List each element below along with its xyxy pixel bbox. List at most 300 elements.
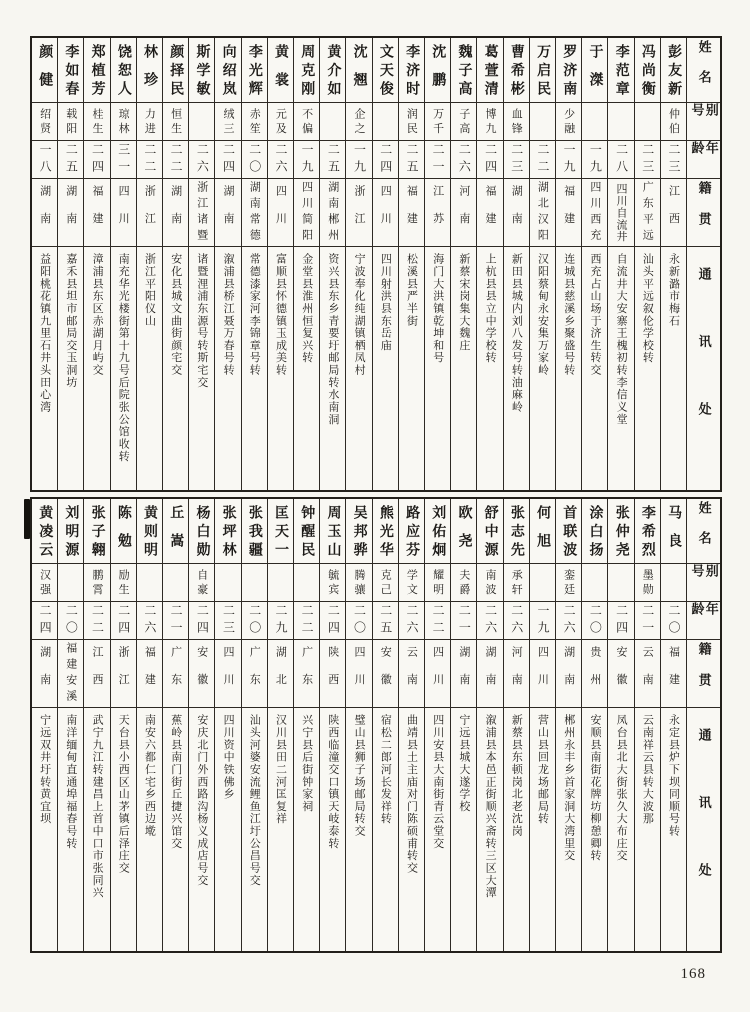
person-address-cell (556, 246, 581, 490)
person-name-cell (635, 38, 660, 102)
person-name-cell (268, 38, 293, 102)
person-alias-cell (582, 102, 607, 140)
person-origin: 福建 (484, 185, 497, 240)
person-origin-cell (661, 639, 686, 707)
person-age-cell (608, 140, 633, 178)
person-name-cell (320, 38, 345, 102)
person-address-cell (189, 707, 214, 951)
person-origin: 河南 (510, 646, 523, 701)
person-address-cell (556, 707, 581, 951)
person-alias: 不偏 (300, 108, 313, 137)
person-origin: 陕西 (326, 646, 339, 701)
person-column (319, 38, 345, 490)
person-age: 二二 (535, 142, 550, 177)
person-age: 二四 (195, 603, 210, 638)
person-name: 黄则明 (142, 505, 158, 561)
person-address-cell (58, 246, 83, 490)
person-origin-cell (320, 178, 345, 246)
person-alias-cell (268, 563, 293, 601)
person-name-cell (451, 38, 476, 102)
person-age: 二六 (457, 142, 472, 177)
person-name-cell (189, 38, 214, 102)
person-age: 二四 (483, 142, 498, 177)
row-label-text: 通讯处 (696, 728, 712, 931)
person-age: 二六 (142, 603, 157, 638)
person-age-cell (163, 140, 188, 178)
scan-artifact (24, 499, 30, 539)
person-column (241, 38, 267, 490)
person-address-cell (242, 707, 267, 951)
person-age: 二三 (666, 142, 681, 177)
row-label-text: 籍贯 (696, 181, 712, 244)
person-age-cell (661, 140, 686, 178)
person-age: 二〇 (588, 603, 603, 638)
person-column (660, 499, 686, 951)
person-age-cell (137, 140, 162, 178)
person-age-cell (477, 601, 502, 639)
person-column (529, 499, 555, 951)
person-column (57, 38, 83, 490)
person-age-cell (111, 601, 136, 639)
person-address: 宁波奉化纯湖镇栖凤村 (353, 253, 366, 377)
person-origin-cell (137, 639, 162, 707)
person-alias-cell (425, 102, 450, 140)
person-address: 南洋缅甸直通埠福春号转 (64, 714, 77, 850)
person-origin: 湖南常德 (248, 180, 261, 245)
person-age-cell (451, 601, 476, 639)
person-name: 黄介如 (325, 44, 341, 100)
person-address-cell (425, 246, 450, 490)
person-name: 林珍 (142, 44, 158, 100)
person-age: 二九 (273, 603, 288, 638)
person-address: 浙江平阳仪山 (143, 253, 156, 327)
person-age-cell (215, 140, 240, 178)
person-age: 二六 (509, 603, 524, 638)
person-origin-cell (111, 639, 136, 707)
person-origin-cell (451, 639, 476, 707)
person-alias-cell (84, 563, 109, 601)
person-name-cell (425, 38, 450, 102)
person-alias-cell (477, 563, 502, 601)
registry-table-bottom (30, 497, 722, 953)
person-name-cell (320, 499, 345, 563)
person-alias-cell (451, 102, 476, 140)
person-column (450, 499, 476, 951)
person-alias: 墨勋 (641, 569, 654, 598)
person-address-cell (58, 707, 83, 951)
person-alias-cell (530, 563, 555, 601)
person-age-cell (346, 601, 371, 639)
person-address: 金堂县淮州恒复兴转 (300, 253, 313, 364)
person-address: 安庆北门外西路沟杨义成店号交 (195, 714, 208, 887)
person-name-cell (399, 38, 424, 102)
person-column (555, 38, 581, 490)
person-age: 二〇 (352, 603, 367, 638)
person-age-cell (582, 140, 607, 178)
person-name-cell (661, 38, 686, 102)
person-alias-cell (242, 102, 267, 140)
person-name-cell (504, 38, 529, 102)
person-origin-cell (111, 178, 136, 246)
person-name: 文天俊 (377, 44, 393, 100)
person-age-cell (242, 140, 267, 178)
person-name: 李如春 (63, 44, 79, 100)
person-alias-cell (399, 563, 424, 601)
person-name: 涂白扬 (587, 505, 603, 561)
person-address: 南充华光楼街第十九号后院张公馆收转 (117, 253, 130, 463)
person-age: 二三 (509, 142, 524, 177)
person-age: 一九 (300, 142, 315, 177)
person-alias-cell (530, 102, 555, 140)
person-name-cell (608, 38, 633, 102)
person-column (214, 38, 240, 490)
person-name: 钟醒民 (299, 505, 315, 561)
person-address: 宿松二郎河长发祥转 (379, 714, 392, 825)
person-address-cell (32, 707, 57, 951)
person-address-cell (477, 246, 502, 490)
person-name-cell (242, 499, 267, 563)
person-address: 汉阳蔡甸永安集万家岭 (536, 253, 549, 377)
person-origin: 云南 (641, 646, 654, 701)
person-age-cell (661, 601, 686, 639)
person-age-cell (320, 601, 345, 639)
person-age-cell (58, 601, 83, 639)
person-address: 新蔡宋岗集大魏庄 (457, 253, 470, 352)
person-address-cell (346, 707, 371, 951)
person-alias: 克己 (379, 569, 392, 598)
person-address: 安化县城文曲街颜宅交 (169, 253, 182, 377)
person-address: 汉川县田二河匡复祥 (274, 714, 287, 825)
person-name-cell (84, 38, 109, 102)
person-name-cell (399, 499, 424, 563)
person-address: 兴宁县后街钟家祠 (300, 714, 313, 813)
person-column (529, 38, 555, 490)
person-alias: 銮廷 (562, 569, 575, 598)
person-origin-cell (556, 178, 581, 246)
person-age-cell (451, 140, 476, 178)
person-name: 黄裳 (273, 44, 289, 100)
person-origin-cell (582, 639, 607, 707)
person-origin: 四川 (353, 646, 365, 701)
person-origin: 四川 (274, 185, 287, 240)
person-address-cell (320, 246, 345, 490)
row-label-text: 别号 (689, 564, 719, 584)
person-address: 武宁九江转建昌上首中口市张同兴 (91, 714, 104, 899)
person-origin: 广东 (169, 646, 182, 701)
person-name: 饶恕人 (115, 44, 131, 100)
person-address-cell (451, 707, 476, 951)
person-age: 二五 (404, 142, 419, 177)
person-column (503, 38, 529, 490)
person-age-cell (163, 601, 188, 639)
person-address: 营山县回龙场邮局转 (536, 714, 549, 825)
person-age: 一九 (352, 142, 367, 177)
person-origin: 四川简阳 (300, 180, 313, 245)
person-alias-cell (504, 102, 529, 140)
row-label-alias (687, 563, 720, 601)
person-age: 二〇 (247, 603, 262, 638)
person-origin-cell (32, 639, 57, 707)
person-name-cell (137, 499, 162, 563)
person-column (424, 38, 450, 490)
person-age: 二二 (142, 142, 157, 177)
person-column (110, 499, 136, 951)
person-origin: 云南 (405, 646, 418, 701)
person-column (372, 499, 398, 951)
person-origin: 福建 (405, 185, 418, 240)
person-age-cell (608, 601, 633, 639)
person-origin-cell (163, 639, 188, 707)
person-alias: 载阳 (64, 108, 77, 137)
person-column (607, 499, 633, 951)
person-address: 溆浦县本邑正街顺兴斋转三区大潭 (484, 714, 497, 899)
person-alias-cell (163, 563, 188, 601)
person-column (660, 38, 686, 490)
person-origin: 湖南 (38, 185, 51, 240)
person-name-cell (58, 38, 83, 102)
person-name-cell (163, 38, 188, 102)
person-address-cell (215, 246, 240, 490)
person-address-cell (84, 707, 109, 951)
person-origin: 湖南 (510, 185, 523, 240)
person-origin-cell (477, 178, 502, 246)
person-name: 魏子高 (456, 44, 472, 100)
person-name-cell (242, 38, 267, 102)
person-origin-cell (58, 639, 83, 707)
person-name-cell (530, 499, 555, 563)
person-address: 璧山县狮子场邮局转交 (353, 714, 366, 838)
person-address-cell (242, 246, 267, 490)
person-origin-cell (399, 639, 424, 707)
person-column (581, 499, 607, 951)
person-age-cell (268, 140, 293, 178)
person-age-cell (556, 601, 581, 639)
person-column (503, 499, 529, 951)
person-alias-cell (582, 563, 607, 601)
person-name-cell (373, 499, 398, 563)
person-address: 资兴县东乡青要圩邮局转水南洞 (326, 253, 339, 426)
person-address-cell (163, 707, 188, 951)
person-column (634, 38, 660, 490)
row-label-address (687, 246, 720, 490)
person-age: 一九 (535, 603, 550, 638)
person-column (293, 499, 319, 951)
person-origin: 浙江 (117, 646, 130, 701)
person-origin: 浙江 (353, 185, 365, 240)
person-alias-cell (661, 563, 686, 601)
person-alias-cell (399, 102, 424, 140)
person-name-cell (504, 499, 529, 563)
person-origin: 广东 (248, 646, 261, 701)
person-age-cell (635, 601, 660, 639)
person-alias: 仲伯 (667, 108, 680, 137)
person-address: 连城县慈溪乡聚盛号转 (562, 253, 575, 377)
person-alias: 恒生 (169, 108, 182, 137)
person-name-cell (582, 499, 607, 563)
person-origin-cell (399, 178, 424, 246)
person-alias-cell (451, 563, 476, 601)
person-name-cell (635, 499, 660, 563)
person-origin-cell (294, 639, 319, 707)
person-origin-cell (425, 178, 450, 246)
person-origin-cell (556, 639, 581, 707)
person-alias-cell (504, 563, 529, 601)
person-name-cell (477, 38, 502, 102)
person-address: 宁远双井圩转黄宜坝 (38, 714, 51, 825)
person-name-cell (425, 499, 450, 563)
person-name: 欧尧 (456, 505, 472, 561)
person-origin-cell (320, 639, 345, 707)
person-origin: 四川 (221, 646, 234, 701)
person-origin-cell (268, 639, 293, 707)
person-name: 冯尚衡 (639, 44, 655, 100)
person-alias-cell (189, 563, 214, 601)
person-address-cell (346, 246, 371, 490)
person-name-cell (111, 499, 136, 563)
person-alias-cell (346, 563, 371, 601)
person-column (607, 38, 633, 490)
person-origin: 湖北汉阳 (536, 180, 549, 245)
person-origin: 广东 (300, 646, 313, 701)
person-address: 松溪县严半街 (405, 253, 418, 327)
person-address: 四川射洪县东岳庙 (379, 253, 392, 352)
person-origin: 湖南 (484, 646, 497, 701)
person-column (162, 38, 188, 490)
person-origin: 湖南 (64, 185, 77, 240)
person-address: 安顺县南街花牌坊柳憩卿转 (588, 714, 601, 862)
person-age: 二二 (300, 603, 315, 638)
person-age: 二一 (169, 603, 184, 638)
row-label-origin (687, 639, 720, 707)
person-age: 二一 (640, 603, 655, 638)
person-name: 周玉山 (325, 505, 341, 561)
person-alias-cell (346, 102, 371, 140)
person-address-cell (530, 707, 555, 951)
person-origin-cell (215, 639, 240, 707)
person-alias-cell (58, 102, 83, 140)
person-column (372, 38, 398, 490)
person-alias-cell (320, 102, 345, 140)
person-alias: 万千 (431, 108, 444, 137)
person-name-cell (373, 38, 398, 102)
person-address: 四川资中铁佛乡 (222, 714, 235, 801)
person-age: 二〇 (247, 142, 262, 177)
person-address-cell (189, 246, 214, 490)
person-origin: 贵州 (588, 646, 601, 701)
person-address: 漳浦县东区赤湖月屿交 (91, 253, 104, 377)
person-column (555, 499, 581, 951)
person-age-cell (32, 601, 57, 639)
person-origin-cell (635, 639, 660, 707)
person-address-cell (137, 246, 162, 490)
row-label-text: 别号 (689, 103, 719, 123)
person-column (162, 499, 188, 951)
person-name-cell (294, 38, 319, 102)
person-name: 刘明源 (63, 505, 79, 561)
person-origin: 浙江诸暨 (195, 180, 208, 245)
row-label-text: 年龄 (689, 141, 719, 161)
person-address-cell (608, 707, 633, 951)
person-origin: 四川自流井 (615, 182, 628, 243)
person-name: 丘嵩 (168, 505, 184, 561)
person-address-cell (84, 246, 109, 490)
register-sheet (30, 36, 722, 953)
person-age-cell (399, 140, 424, 178)
person-address-cell (635, 246, 660, 490)
person-address-cell (582, 707, 607, 951)
person-alias: 子高 (457, 108, 470, 137)
person-age: 二六 (273, 142, 288, 177)
person-alias-cell (477, 102, 502, 140)
person-alias: 绒三 (221, 108, 234, 137)
person-column (214, 499, 240, 951)
person-column (57, 499, 83, 951)
person-column (267, 38, 293, 490)
person-age-cell (373, 601, 398, 639)
person-alias: 赤笙 (248, 108, 261, 137)
person-column (83, 499, 109, 951)
person-address-cell (608, 246, 633, 490)
person-age-cell (320, 140, 345, 178)
person-age: 二二 (431, 603, 446, 638)
person-age: 二二 (169, 142, 184, 177)
person-origin: 江西 (667, 185, 680, 240)
person-age-cell (84, 140, 109, 178)
person-age-cell (58, 140, 83, 178)
person-address-cell (661, 707, 686, 951)
person-alias: 腾骧 (353, 569, 365, 598)
person-origin: 湖南郴州 (326, 180, 339, 245)
person-name-cell (215, 499, 240, 563)
person-address-cell (477, 707, 502, 951)
person-name-cell (582, 38, 607, 102)
person-address-cell (32, 246, 57, 490)
person-name: 陈勉 (115, 505, 131, 561)
person-age: 二六 (404, 603, 419, 638)
person-origin: 河南 (457, 185, 470, 240)
person-name: 路应芬 (404, 505, 420, 561)
person-origin-cell (504, 639, 529, 707)
person-origin-cell (477, 639, 502, 707)
person-name: 颜健 (37, 44, 53, 100)
person-name-cell (556, 38, 581, 102)
person-alias: 企之 (353, 108, 365, 137)
person-origin-cell (268, 178, 293, 246)
person-age-cell (425, 601, 450, 639)
person-origin: 湖北 (274, 646, 287, 701)
person-age: 二一 (457, 603, 472, 638)
person-column (345, 38, 371, 490)
person-alias: 夫爵 (457, 569, 470, 598)
person-origin-cell (346, 178, 371, 246)
person-alias: 力进 (143, 108, 156, 137)
row-label-text: 姓名 (696, 501, 712, 561)
person-column (476, 38, 502, 490)
person-age: 二五 (64, 142, 79, 177)
person-origin: 湖南 (562, 646, 575, 701)
person-alias-cell (58, 563, 83, 601)
person-column (293, 38, 319, 490)
person-name: 匡天一 (273, 505, 289, 561)
person-alias-cell (556, 102, 581, 140)
person-address-cell (451, 246, 476, 490)
person-age-cell (346, 140, 371, 178)
person-origin: 福建 (667, 646, 680, 701)
person-name-cell (163, 499, 188, 563)
person-alias: 毓宾 (326, 569, 339, 598)
person-address: 上杭县县立中学校转 (484, 253, 497, 364)
person-age: 二四 (221, 142, 236, 177)
